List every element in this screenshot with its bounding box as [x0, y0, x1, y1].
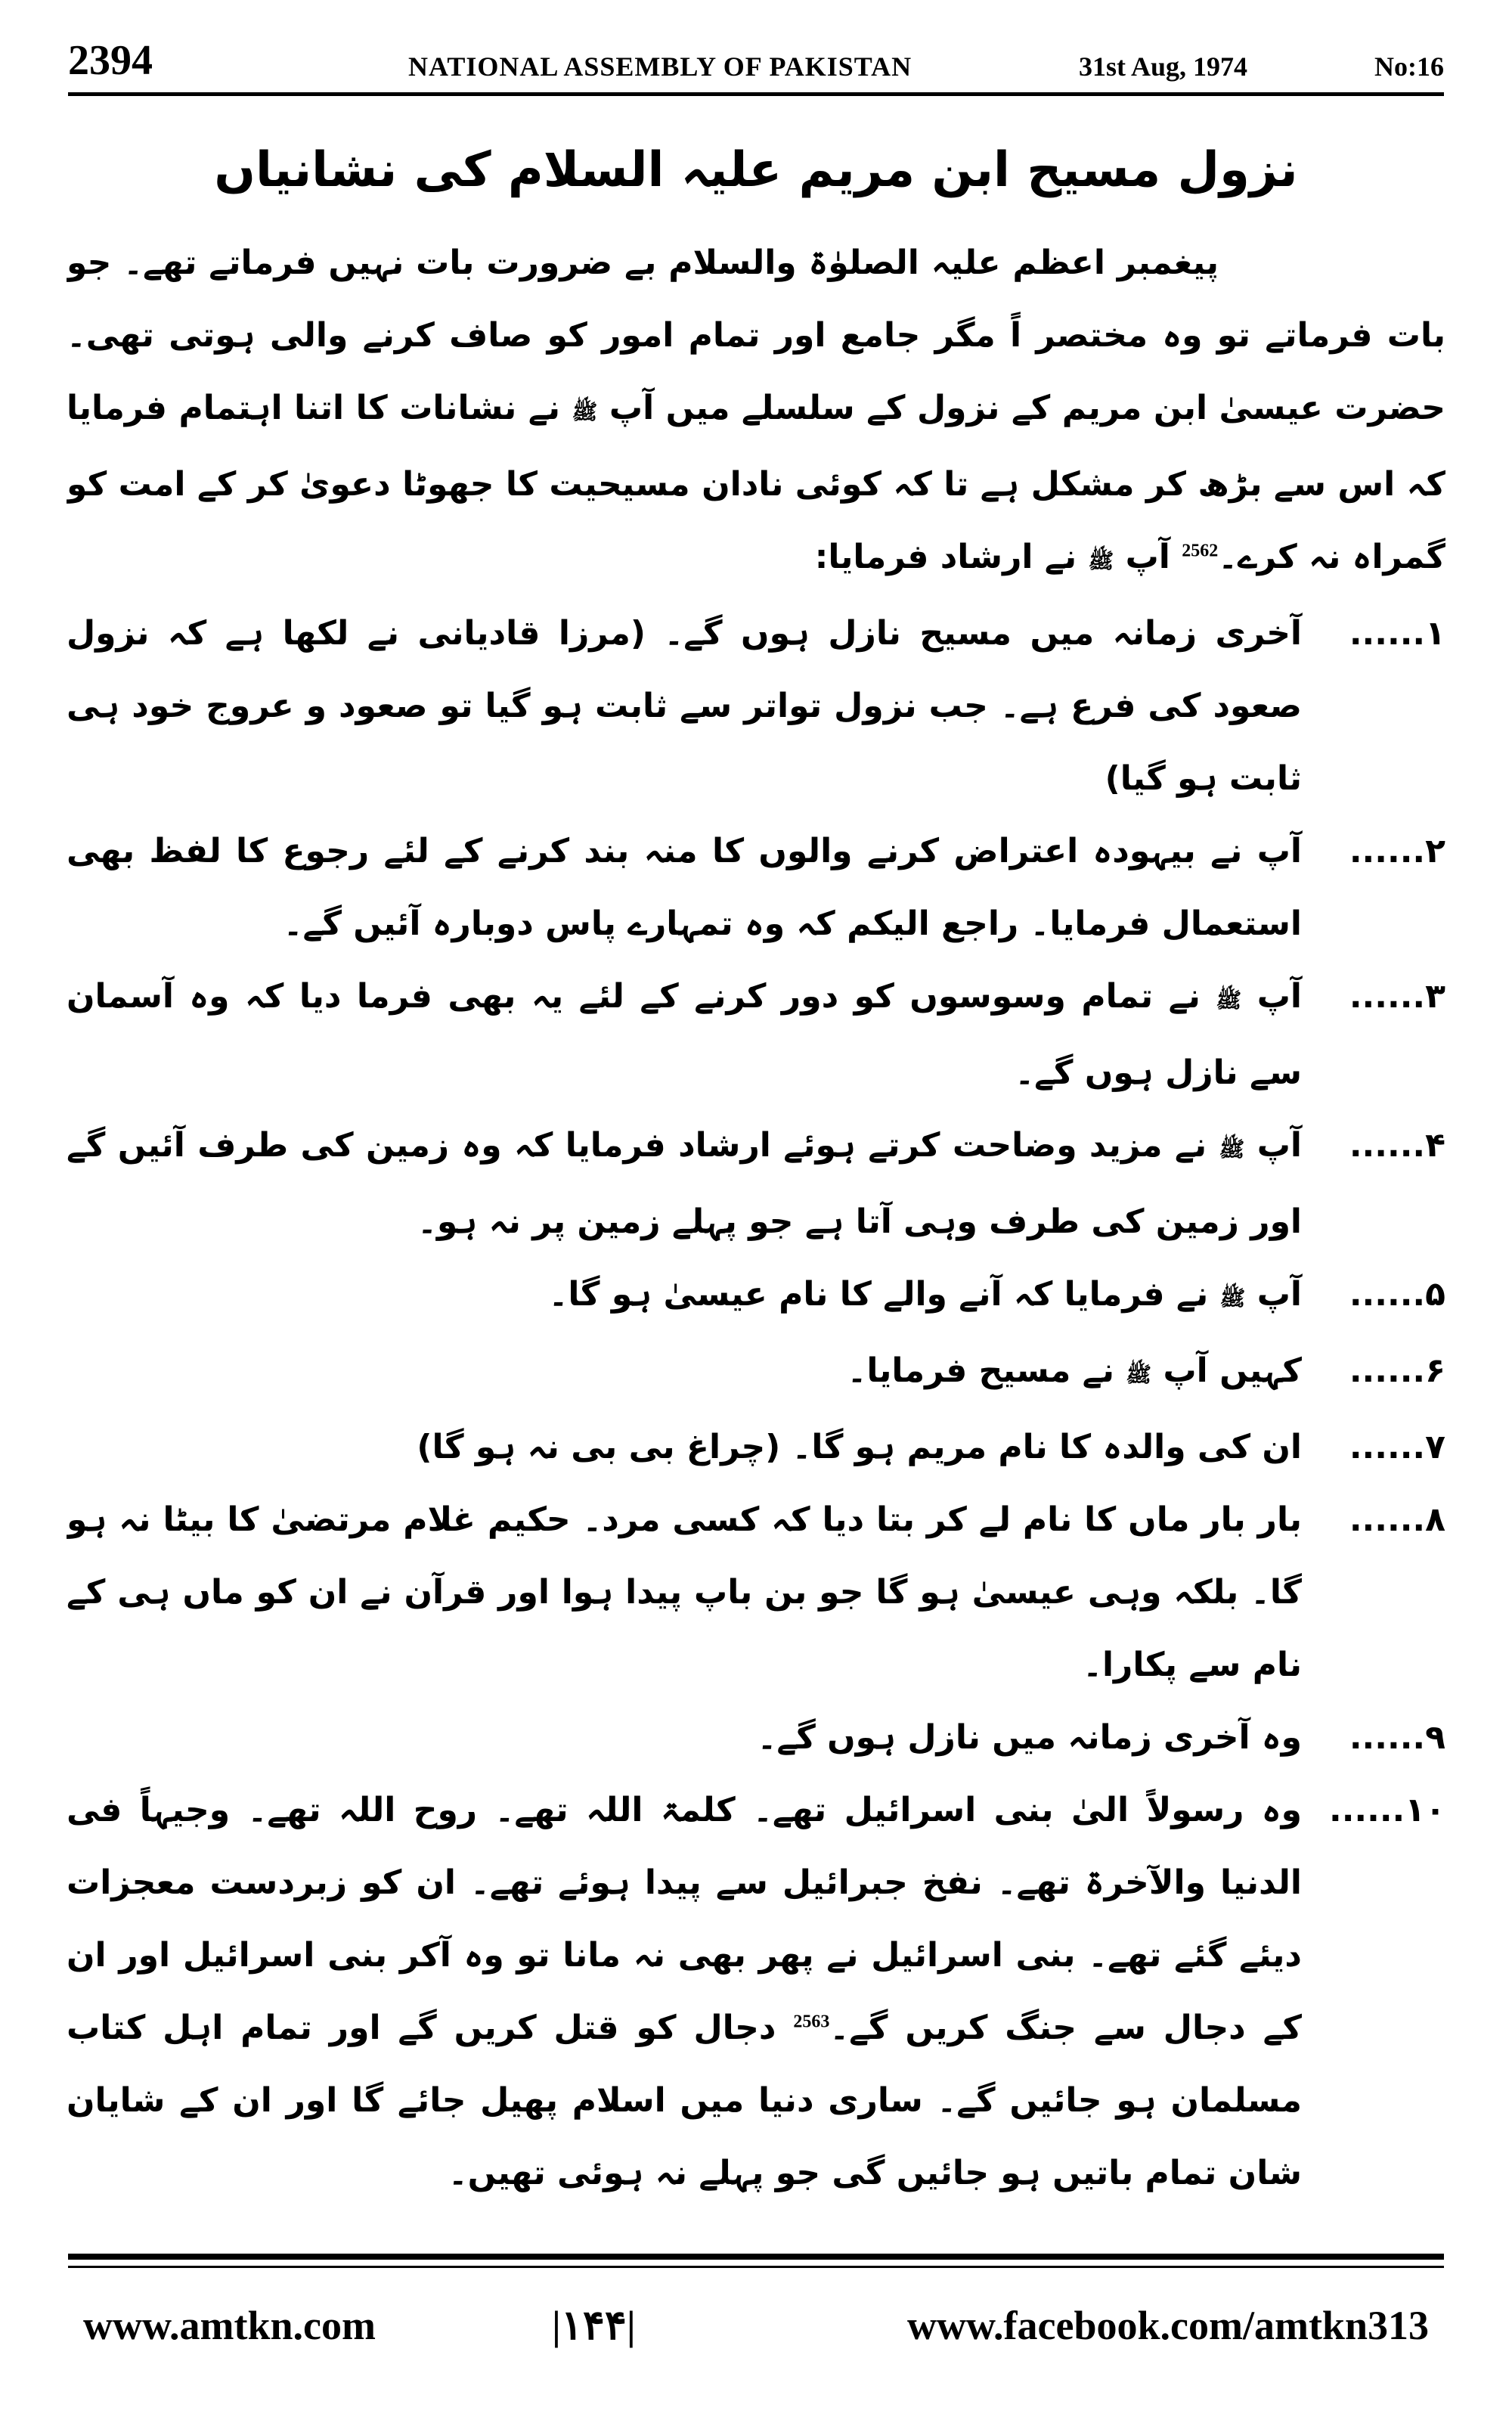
intro-text-4: نے ارشاد فرمایا:: [814, 538, 1077, 576]
list-item: [67, 1109, 1445, 1258]
intro-text-3: آپ: [1125, 538, 1170, 576]
header-title: NATIONAL ASSEMBLY OF PAKISTAN: [408, 51, 912, 82]
honorific-symbol: ﷺ: [1126, 1362, 1152, 1387]
item-marker: ۲......: [1349, 832, 1445, 870]
item-marker: ۸......: [1349, 1500, 1445, 1539]
list-item: [67, 1411, 1445, 1484]
item-text: آپ ﷺ نے تمام وسوسوں کو دور کرنے کے لئے یہ بھی فرما دیا کہ وہ آسمان سے نازل ہوں گے۔: [67, 977, 1302, 1092]
item-text: وہ رسولاً الیٰ بنی اسرائیل تھے۔ کلمۃ اللہ تھے۔ روح اللہ تھے۔ وجیہاً فی الدنیا والآخرۃ تھے۔ نفخ جبرائیل سے پیدا ہوئے تھے۔ ان کو زبردست معجزات دیئے گئے تھے۔ بنی اسرائیل نے پھر بھی نہ مانا تو وہ آکر بنی اسرائیل اور ان کے دجال سے جنگ کریں گے۔$^{2563}$ دجال کو قتل کریں گے اور تمام اہل کتاب مسلمان ہو جائیں گے۔ ساری دنیا میں اسلام پھیل جائے گا اور ان کے شایان شان تمام باتیں ہو جائیں گی جو پہلے نہ ہوئی تھیں۔: [67, 1791, 1302, 2192]
item-text: آپ نے بیہودہ اعتراض کرنے والوں کا منہ بند کرنے کے لئے رجوع کا لفظ بھی استعمال فرمایا۔ راجع الیکم کہ وہ تمہارے پاس دوبارہ آئیں گے۔: [67, 832, 1302, 943]
list-item: [67, 1702, 1445, 1774]
honorific-symbol: ﷺ: [1216, 988, 1242, 1013]
honorific-symbol: ﷺ: [572, 399, 598, 424]
list-item: [67, 1258, 1445, 1335]
intro-text-2: نے نشانات کا اتنا اہتمام فرمایا کہ اس سے بڑھ کر مشکل ہے تا کہ کوئی نادان مسیحیت کا جھوٹا دعویٰ کر کے امت کو گمراہ نہ کرے۔: [67, 389, 1445, 576]
intro-paragraph: [67, 227, 1445, 597]
page-footer: [68, 2291, 1444, 2360]
header-issue-number: No:16: [1374, 51, 1444, 82]
honorific-symbol: ﷺ: [1219, 1137, 1245, 1162]
page-number: 2394: [68, 37, 153, 84]
page-header: [68, 34, 1444, 87]
section-heading: نزول مسیح ابن مریم علیہ السلام کی نشانیاں: [214, 142, 1298, 198]
item-text: وہ آخری زمانہ میں نازل ہوں گے۔: [757, 1718, 1302, 1757]
item-marker: ۷......: [1349, 1428, 1445, 1466]
item-marker: ۱۰......: [1328, 1791, 1445, 1829]
footnote-ref: 2563: [793, 2012, 830, 2032]
item-marker: ۵......: [1349, 1275, 1445, 1314]
item-text: آخری زمانہ میں مسیح نازل ہوں گے۔ (مرزا قادیانی نے لکھا ہے کہ نزول صعود کی فرع ہے۔ جب نزول تواتر سے ثابت ہو گیا تو صعود و عروج خود ہی ثابت ہو گیا): [67, 614, 1302, 798]
list-item: [67, 1774, 1445, 2193]
header-date: 31st Aug, 1974: [1078, 51, 1247, 82]
item-text: بار بار ماں کا نام لے کر بتا دیا کہ کسی مرد۔ حکیم غلام مرتضیٰ کا بیٹا نہ ہو گا۔ بلکہ وہی عیسیٰ ہو گا جو بن باپ پیدا ہوا اور قرآن نے ان کو ماں ہی کے نام سے پکارا۔: [67, 1500, 1302, 1684]
footer-page-marker: |۱۴۴|: [552, 2303, 636, 2348]
footer-divider: [68, 2254, 1444, 2260]
item-marker: ۴......: [1349, 1126, 1445, 1165]
item-text: کہیں آپ ﷺ نے مسیح فرمایا۔: [847, 1351, 1302, 1390]
item-text: ان کی والدہ کا نام مریم ہو گا۔ (چراغ بی بی نہ ہو گا): [417, 1428, 1302, 1466]
list-item: [67, 1484, 1445, 1702]
header-divider: [68, 92, 1444, 96]
item-marker: ۹......: [1349, 1718, 1445, 1757]
document-body: [67, 113, 1445, 2193]
footer-website-link[interactable]: www.amtkn.com: [83, 2303, 376, 2348]
list-item: [67, 960, 1445, 1109]
item-text: آپ ﷺ نے فرمایا کہ آنے والے کا نام عیسیٰ ہو گا۔: [548, 1275, 1302, 1314]
list-item: [67, 815, 1445, 960]
list-item: [67, 597, 1445, 815]
footnote-ref: 2562: [1182, 541, 1219, 561]
intro-text-1: پیغمبر اعظم علیہ الصلوٰۃ والسلام بے ضرورت بات نہیں فرماتے تھے۔ جو بات فرماتے تو وہ مختصر اً مگر جامع اور تمام امور کو صاف کرنے والی ہوتی تھی۔ حضرت عیسیٰ ابن مریم کے نزول کے سلسلے میں آپ: [67, 244, 1445, 427]
honorific-symbol: ﷺ: [1219, 1286, 1246, 1311]
item-marker: ۱......: [1349, 614, 1445, 653]
list-item: [67, 1335, 1445, 1411]
footer-divider-thin: [68, 2266, 1444, 2268]
footer-facebook-link[interactable]: www.facebook.com/amtkn313: [907, 2303, 1429, 2348]
item-marker: ۳......: [1349, 977, 1445, 1016]
honorific-symbol: ﷺ: [1088, 548, 1114, 573]
item-marker: ۶......: [1349, 1351, 1445, 1390]
item-text: آپ ﷺ نے مزید وضاحت کرتے ہوئے ارشاد فرمایا کہ وہ زمین کی طرف آئیں گے اور زمین کی طرف وہی آتا ہے جو پہلے زمین پر نہ ہو۔: [67, 1126, 1303, 1241]
